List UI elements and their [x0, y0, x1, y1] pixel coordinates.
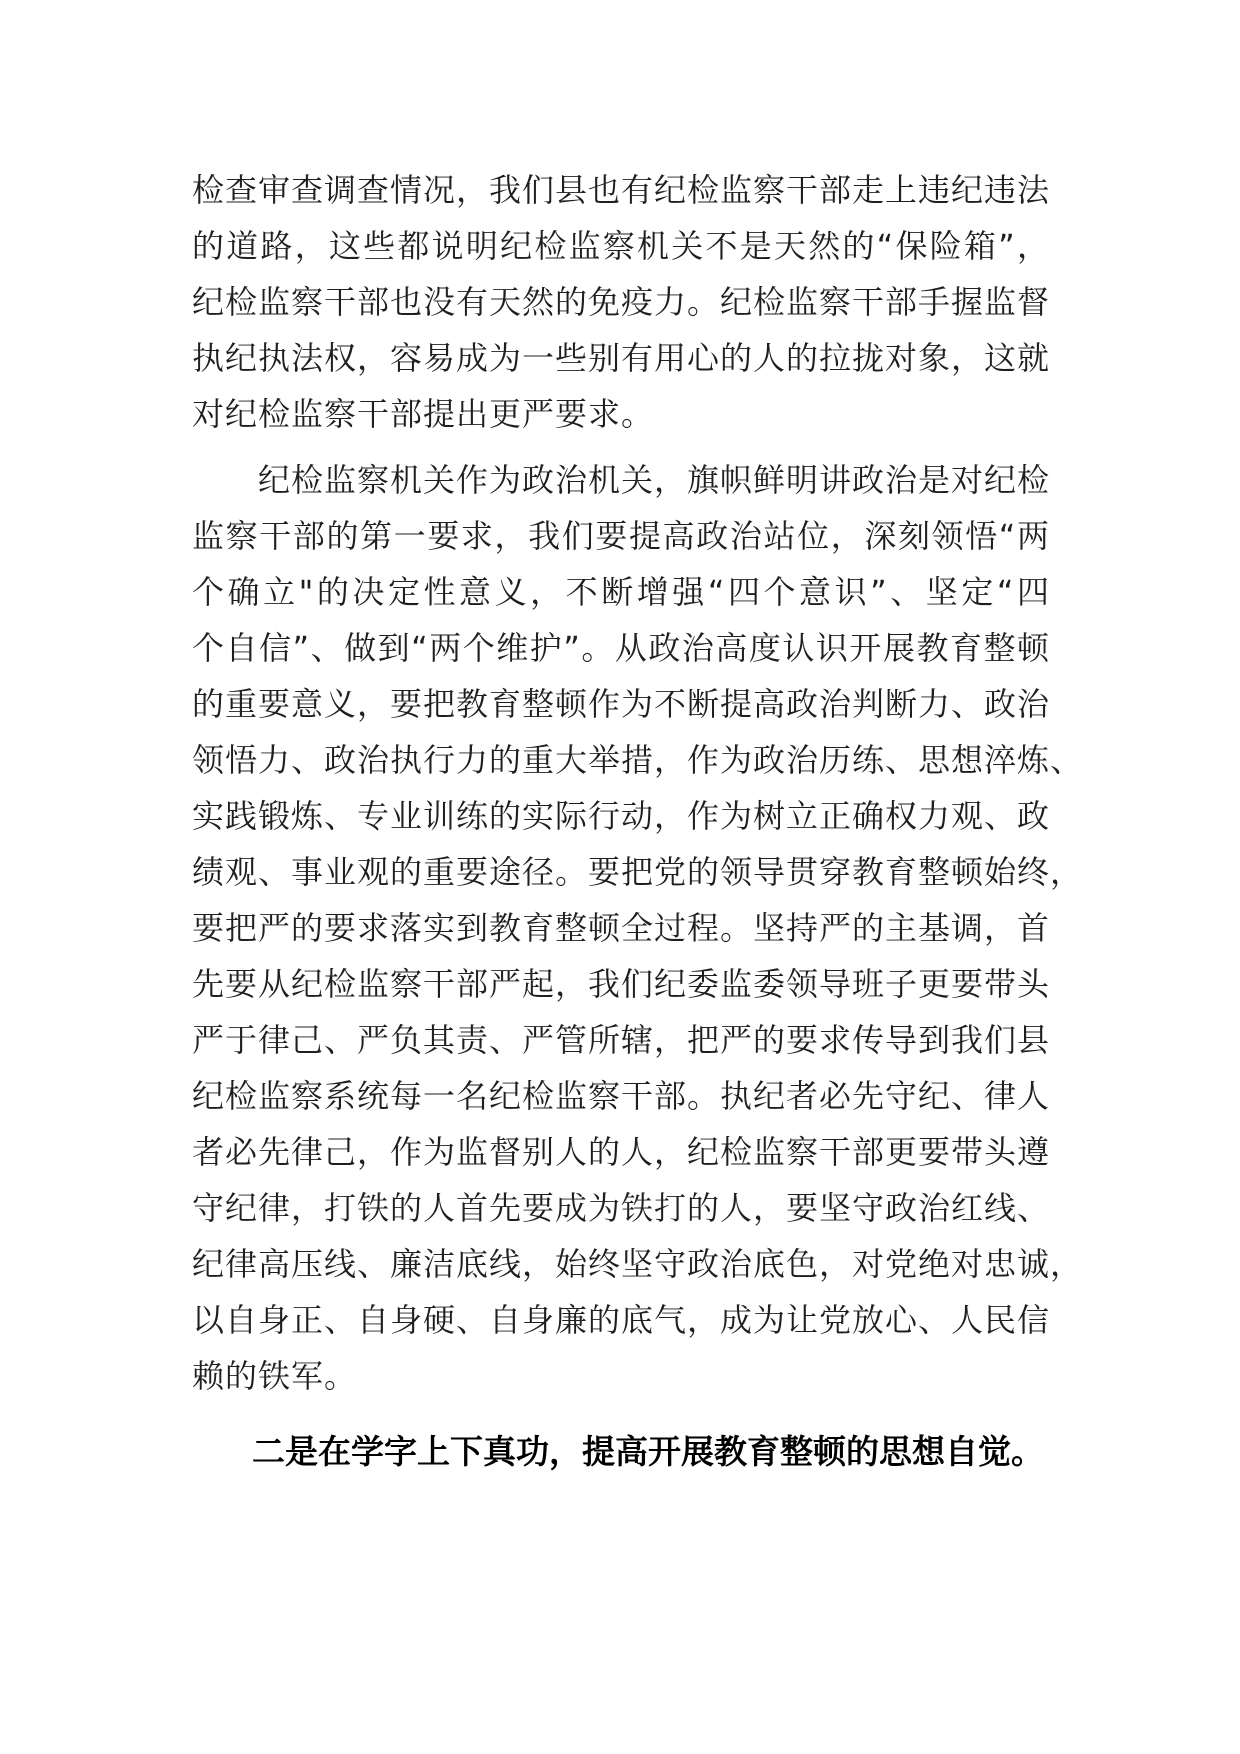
text-line: 纪检监察机关作为政治机关，旗帜鲜明讲政治是对纪检	[258, 461, 1051, 499]
text-line: 个确立"的决定性意义，不断增强“四个意识”、坚定“四	[192, 573, 1050, 611]
text-line: 领悟力、政治执行力的重大举措，作为政治历练、思想淬炼、	[192, 741, 1084, 779]
text-line: 执纪执法权，容易成为一些别有用心的人的拉拢对象，这就	[192, 339, 1051, 377]
paragraph-1	[192, 162, 1050, 442]
text-line: 的道路，这些都说明纪检监察机关不是天然的“保险箱”，	[192, 227, 1050, 265]
section-heading: 二是在学字上下真功，提高开展教育整顿的思想自觉。	[252, 1432, 1044, 1471]
text-line: 检查审查调查情况，我们县也有纪检监察干部走上违纪违法	[192, 171, 1051, 209]
text-line: 先要从纪检监察干部严起，我们纪委监委领导班子更要带头	[192, 965, 1051, 1003]
text-line: 纪律高压线、廉洁底线，始终坚守政治底色，对党绝对忠诚，	[192, 1245, 1084, 1283]
text-line: 个自信”、做到“两个维护”。从政治高度认识开展教育整顿	[192, 629, 1050, 667]
text-line: 守纪律，打铁的人首先要成为铁打的人，要坚守政治红线、	[192, 1189, 1051, 1227]
paragraph-2	[192, 452, 1084, 1404]
text-line: 实践锻炼、专业训练的实际行动，作为树立正确权力观、政	[192, 797, 1051, 835]
text-line: 者必先律己，作为监督别人的人，纪检监察干部更要带头遵	[192, 1133, 1051, 1171]
text-line: 纪检监察干部也没有天然的免疫力。纪检监察干部手握监督	[192, 283, 1051, 321]
text-line: 监察干部的第一要求，我们要提高政治站位，深刻领悟“两	[192, 517, 1050, 555]
text-line: 对纪检监察干部提出更严要求。	[192, 395, 655, 433]
text-line: 赖的铁军。	[192, 1357, 358, 1395]
text-line: 纪检监察系统每一名纪检监察干部。执纪者必先守纪、律人	[192, 1077, 1051, 1115]
text-line: 要把严的要求落实到教育整顿全过程。坚持严的主基调，首	[192, 909, 1051, 947]
text-line: 绩观、事业观的重要途径。要把党的领导贯穿教育整顿始终，	[192, 853, 1084, 891]
text-line: 以自身正、自身硬、自身廉的底气，成为让党放心、人民信	[192, 1301, 1051, 1339]
text-line: 严于律己、严负其责、严管所辖，把严的要求传导到我们县	[192, 1021, 1051, 1059]
text-line: 的重要意义，要把教育整顿作为不断提高政治判断力、政治	[192, 685, 1051, 723]
document-body	[192, 162, 1084, 1482]
